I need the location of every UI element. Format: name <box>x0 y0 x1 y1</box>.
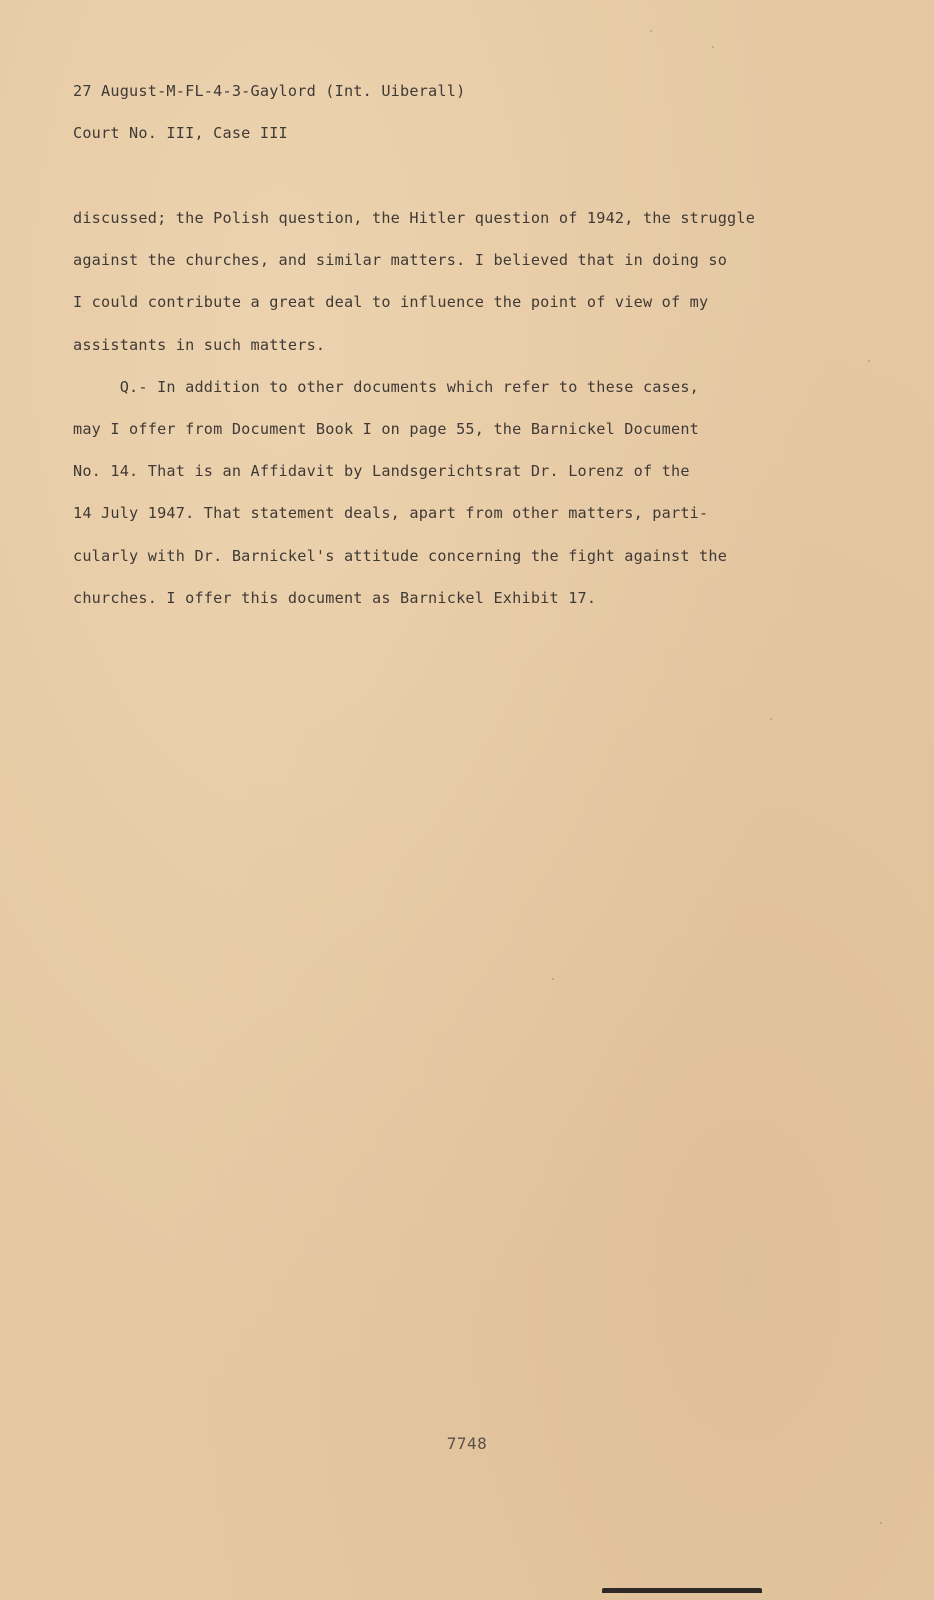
transcript-line: Q.- In addition to other documents which refer to these cases, <box>73 377 700 396</box>
transcript-line: cularly with Dr. Barnickel's attitude concerning the fight against the <box>73 546 728 565</box>
header-court-line: Court No. III, Case III <box>73 124 288 142</box>
paper-speck <box>868 360 870 362</box>
paper-speck <box>552 978 554 980</box>
transcript-line: 14 July 1947. That statement deals, apart from other matters, parti- <box>73 504 709 523</box>
paper-speck <box>880 1522 882 1524</box>
transcript-line: No. 14. That is an Affidavit by Landsgerichtsrat Dr. Lorenz of the <box>73 462 690 481</box>
transcript-line: churches. I offer this document as Barnickel Exhibit 17. <box>73 588 597 607</box>
transcript-line: discussed; the Polish question, the Hitler question of 1942, the struggle <box>73 209 756 227</box>
paper-speck <box>650 30 652 32</box>
transcript-line: may I offer from Document Book I on page 55, the Barnickel Document <box>73 419 700 438</box>
paper-speck <box>712 46 714 48</box>
scan-edge-mark <box>602 1588 762 1593</box>
transcript-line: against the churches, and similar matters. I believed that in doing so <box>73 251 728 270</box>
transcript-body <box>73 206 755 628</box>
page-number: 7748 <box>446 1434 488 1453</box>
header-session-line: 27 August-M-FL-4-3-Gaylord (Int. Uiberall) <box>73 82 466 100</box>
transcript-line: I could contribute a great deal to influence the point of view of my <box>73 293 709 312</box>
paper-speck <box>770 718 772 720</box>
transcript-line: assistants in such matters. <box>73 335 326 354</box>
